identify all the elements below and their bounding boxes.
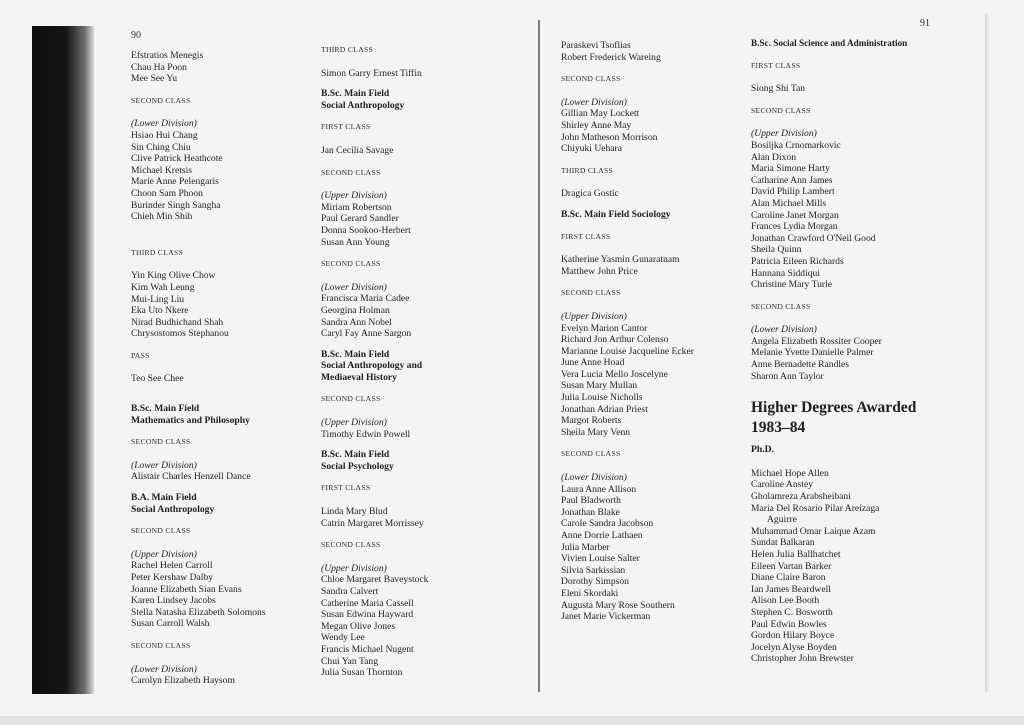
page-gutter bbox=[538, 20, 540, 692]
text-line: Anne Bernadette Randles bbox=[751, 359, 850, 371]
class-heading: THIRD CLASS bbox=[131, 247, 184, 257]
section-title bbox=[751, 398, 951, 438]
text-line: Paraskevi Tsoflias bbox=[561, 40, 631, 51]
text-line: Sundat Balkaran bbox=[751, 537, 815, 549]
name-list bbox=[751, 83, 951, 95]
name-list bbox=[321, 429, 511, 441]
name-list bbox=[131, 373, 311, 385]
text-line: Gordon Hilary Boyce bbox=[751, 630, 835, 642]
name-list bbox=[751, 140, 951, 291]
text-line: Teo See Chee bbox=[131, 373, 184, 385]
class-heading: PASS bbox=[131, 350, 150, 360]
text-line: Augusta Mary Rose Southern bbox=[561, 599, 675, 611]
field-heading: B.Sc. Social Science and Administration bbox=[751, 38, 908, 48]
text-line: Efstratios Menegis bbox=[131, 50, 204, 61]
text-line: Carolyn Elizabeth Haysom bbox=[131, 675, 235, 687]
class-heading: SECOND CLASS bbox=[321, 167, 381, 177]
text-line: Paul Gerard Sandler bbox=[321, 213, 399, 225]
column-2 bbox=[321, 38, 511, 679]
text-line: Richard Jon Arthur Colenso bbox=[561, 334, 669, 346]
name-list bbox=[321, 68, 511, 80]
text-line: Caryl Fay Anne Sargon bbox=[321, 328, 412, 340]
class-heading: SECOND CLASS bbox=[131, 437, 191, 447]
text-line: Julia Louise Nicholls bbox=[561, 392, 643, 404]
text-line: Wendy Lee bbox=[321, 632, 365, 644]
text-line: Sin Ching Chiu bbox=[131, 141, 191, 153]
text-line: Sheila Mary Venn bbox=[561, 426, 631, 438]
text-line: Janet Marie Vickerman bbox=[561, 611, 651, 623]
text-line: Donna Sookoo-Herbert bbox=[321, 224, 411, 236]
text-line: Sharon Ann Taylor bbox=[751, 370, 824, 382]
class-heading: THIRD CLASS bbox=[321, 45, 374, 54]
name-list bbox=[561, 323, 741, 439]
text-line: Caroline Janet Morgan bbox=[751, 209, 839, 221]
text-line: Julia Susan Thornton bbox=[321, 667, 403, 679]
text-line: Simon Garry Ernest Tiffin bbox=[321, 67, 422, 79]
division-label: (Lower Division) bbox=[751, 324, 817, 336]
name-list bbox=[321, 145, 511, 157]
class-heading: SECOND CLASS bbox=[561, 74, 621, 84]
text-line: Megan Olive Jones bbox=[321, 620, 396, 632]
text-line: B.Sc. Main Field bbox=[321, 348, 390, 360]
text-line: Sandra Ann Nobel bbox=[321, 316, 392, 328]
text-line: B.Sc. Main Field bbox=[131, 403, 200, 415]
text-line: B.A. Main Field bbox=[131, 492, 197, 504]
text-line: Laura Anne Allison bbox=[561, 483, 637, 495]
class-heading: SECOND CLASS bbox=[751, 105, 811, 115]
text-line: Mediaeval History bbox=[321, 371, 397, 383]
field-heading bbox=[131, 492, 311, 515]
class-heading: SECOND CLASS bbox=[131, 95, 191, 105]
class-heading: FIRST CLASS bbox=[321, 483, 371, 493]
text-line: Paul Edwin Bowles bbox=[751, 618, 827, 630]
text-line: Nirad Budhichand Shah bbox=[131, 316, 224, 328]
text-line: Catherine Maria Cassell bbox=[321, 597, 414, 609]
division-label: (Upper Division) bbox=[751, 128, 817, 140]
text-line: Michael Kretsis bbox=[131, 164, 193, 176]
text-line: Frances Lydia Morgan bbox=[751, 221, 838, 233]
name-list bbox=[561, 40, 741, 63]
text-line: Evelyn Marion Cantor bbox=[561, 322, 648, 334]
name-list bbox=[561, 108, 741, 154]
text-line: Alan Dixon bbox=[751, 151, 797, 163]
text-line: Dragica Gostic bbox=[561, 188, 619, 200]
text-line: 1983–84 bbox=[751, 419, 806, 437]
text-line: Alan Michael Mills bbox=[751, 197, 827, 209]
name-list bbox=[131, 471, 311, 483]
text-line: Social Anthropology bbox=[131, 503, 215, 515]
name-list bbox=[321, 293, 511, 339]
text-line: Carole Sandra Jacobson bbox=[561, 518, 654, 530]
text-line: Ian James Beardwell bbox=[751, 583, 831, 595]
class-heading: FIRST CLASS bbox=[321, 122, 371, 132]
text-line: B.Sc. Main Field bbox=[321, 88, 390, 100]
text-line: B.Sc. Main Field bbox=[321, 449, 390, 461]
name-list bbox=[561, 188, 741, 200]
left-page-number: 90 bbox=[131, 30, 141, 41]
page-edge bbox=[985, 14, 989, 692]
text-line: Margot Roberts bbox=[561, 415, 622, 427]
division-label: (Lower Division) bbox=[131, 663, 197, 675]
text-line: Susan Ann Young bbox=[321, 236, 390, 248]
text-line: Social Anthropology bbox=[321, 99, 405, 111]
right-page-number: 91 bbox=[920, 18, 930, 29]
text-line: Karen Lindsey Jacobs bbox=[131, 595, 216, 607]
class-heading: SECOND CLASS bbox=[561, 288, 621, 298]
text-line: Robert Frederick Wareing bbox=[561, 51, 661, 63]
text-line: Helen Julia Ballhatchet bbox=[751, 549, 841, 560]
text-line: Anne Dorrie Lathaen bbox=[561, 530, 643, 541]
name-list bbox=[751, 468, 951, 665]
class-heading: SECOND CLASS bbox=[561, 449, 621, 459]
text-line: Choon Sam Phoon bbox=[131, 187, 203, 199]
text-line: Eleni Skordaki bbox=[561, 587, 619, 599]
class-heading: SECOND CLASS bbox=[321, 259, 381, 269]
text-line: Catharine Ann James bbox=[751, 174, 833, 186]
field-heading bbox=[321, 349, 511, 384]
text-line: Hsiao Hui Chang bbox=[131, 129, 198, 141]
text-line: Dorothy Simpson bbox=[561, 576, 629, 588]
text-line: John Matheson Morrison bbox=[561, 131, 658, 143]
text-line: Timothy Edwin Powell bbox=[321, 428, 411, 440]
text-line: Kim Wah Leung bbox=[131, 281, 195, 293]
text-line: Hannana Siddiqui bbox=[751, 267, 821, 279]
text-line: Gillian May Lockett bbox=[561, 108, 640, 120]
class-heading: THIRD CLASS bbox=[561, 165, 614, 175]
name-list bbox=[561, 254, 741, 277]
division-label: (Lower Division) bbox=[561, 96, 627, 108]
text-line: Chiyuki Uehara bbox=[561, 143, 623, 155]
division-label: (Lower Division) bbox=[321, 281, 387, 293]
text-line: Maria Del Rosario Pilar Areizaga bbox=[751, 502, 880, 514]
class-heading: SECOND CLASS bbox=[751, 301, 811, 311]
text-line: Sheila Quinn bbox=[751, 244, 802, 256]
text-line: June Anne Hoad bbox=[561, 357, 625, 369]
division-label: (Upper Division) bbox=[131, 548, 197, 560]
text-line: Katherine Yasmin Gunaratnam bbox=[561, 254, 680, 266]
text-line: Siong Shi Tan bbox=[751, 83, 806, 95]
book-spine-shadow bbox=[32, 26, 94, 694]
text-line: Social Psychology bbox=[321, 460, 394, 472]
name-list bbox=[131, 270, 311, 340]
text-line: Catrin Margaret Morrissey bbox=[321, 517, 424, 529]
text-line: Matthew John Price bbox=[561, 265, 638, 277]
text-line: Linda Mary Blud bbox=[321, 506, 388, 518]
text-line: Chui Yan Tang bbox=[321, 655, 378, 667]
text-line: David Philip Lambert bbox=[751, 186, 835, 198]
name-list bbox=[321, 506, 511, 529]
text-line: Maria Simone Harty bbox=[751, 163, 830, 175]
text-line: Susan Carroll Walsh bbox=[131, 618, 210, 630]
text-line: Miriam Robertson bbox=[321, 201, 392, 213]
text-line: Marianne Louise Jacqueline Ecker bbox=[561, 345, 694, 357]
text-line: Yin King Olive Chow bbox=[131, 270, 216, 282]
text-line: Mathematics and Philosophy bbox=[131, 414, 250, 426]
division-label: (Lower Division) bbox=[131, 459, 197, 471]
text-line: Chieh Min Shih bbox=[131, 211, 193, 223]
text-line: Julia Marber bbox=[561, 541, 610, 553]
text-line: B.Sc. Main Field Sociology bbox=[561, 208, 671, 220]
text-line: Bosiljka Crnomarkovic bbox=[751, 139, 841, 151]
column-3 bbox=[561, 40, 741, 623]
name-list bbox=[131, 560, 311, 630]
text-line: Stella Natasha Elizabeth Solomons bbox=[131, 606, 266, 618]
text-line: Mee See Yu bbox=[131, 73, 178, 85]
class-heading: SECOND CLASS bbox=[321, 394, 381, 404]
text-line: Christopher John Brewster bbox=[751, 653, 854, 665]
class-heading: SECOND CLASS bbox=[131, 640, 191, 650]
name-list bbox=[321, 202, 511, 248]
text-line: Sandra Calvert bbox=[321, 586, 379, 597]
division-label: (Upper Division) bbox=[321, 190, 387, 202]
text-line: Burinder Singh Sangha bbox=[131, 199, 221, 211]
text-line: Eka Uto Nkere bbox=[131, 305, 189, 317]
text-line: Francisca Maria Cadee bbox=[321, 293, 410, 305]
class-heading: FIRST CLASS bbox=[751, 60, 801, 70]
text-line: Georgina Holman bbox=[321, 304, 390, 316]
class-heading: SECOND CLASS bbox=[321, 540, 381, 550]
text-line: Rachel Helen Carroll bbox=[131, 560, 213, 572]
text-line: Alison Lee Booth bbox=[751, 595, 820, 607]
field-heading bbox=[321, 88, 511, 111]
name-list bbox=[131, 50, 311, 85]
field-heading bbox=[321, 449, 511, 472]
text-line: Jonathan Blake bbox=[561, 506, 620, 518]
text-line: Peter Kershaw Dalby bbox=[131, 572, 214, 583]
text-line: Diane Claire Baron bbox=[751, 572, 826, 584]
degree-heading: Ph.D. bbox=[751, 444, 774, 456]
name-list bbox=[131, 130, 311, 223]
text-line: Marie Anne Pelengaris bbox=[131, 176, 219, 188]
text-line: Social Anthropology and bbox=[321, 360, 423, 372]
division-label: (Upper Division) bbox=[321, 562, 387, 574]
text-line: Alistair Charles Henzell Dance bbox=[131, 471, 251, 483]
text-line: Vivien Louise Salter bbox=[561, 553, 640, 565]
text-line: Muhammad Omar Laique Azam bbox=[751, 525, 876, 537]
text-line: Susan Mary Mullan bbox=[561, 380, 638, 392]
text-line: Chloe Margaret Baveystock bbox=[321, 574, 429, 586]
text-line: Stephen C. Bosworth bbox=[751, 606, 833, 618]
text-line: Silvia Sarkissian bbox=[561, 564, 626, 576]
name-list bbox=[321, 574, 511, 678]
division-label: (Lower Division) bbox=[131, 118, 197, 130]
text-line: Gholamreza Arabsheibani bbox=[751, 491, 851, 503]
column-4 bbox=[751, 38, 951, 665]
field-heading bbox=[561, 209, 741, 221]
text-line: Jocelyn Alyse Boyden bbox=[751, 641, 837, 653]
name-list bbox=[751, 336, 951, 382]
class-heading: FIRST CLASS bbox=[561, 231, 611, 241]
text-line: Angela Elizabeth Rossiter Cooper bbox=[751, 335, 882, 347]
division-label: (Upper Division) bbox=[561, 310, 627, 322]
text-line: Shirley Anne May bbox=[561, 119, 632, 131]
text-line: Chrysostomos Stephanou bbox=[131, 328, 229, 340]
text-line: Christine Mary Turle bbox=[751, 279, 833, 291]
text-line: Paul Bladworth bbox=[561, 495, 621, 507]
division-label: (Upper Division) bbox=[321, 417, 387, 429]
text-line: Higher Degrees Awarded bbox=[751, 399, 917, 417]
text-line: Joanne Elizabeth Sian Evans bbox=[131, 583, 242, 595]
name-list bbox=[561, 484, 741, 623]
scan-bottom-edge bbox=[0, 716, 1024, 725]
division-label: (Lower Division) bbox=[561, 472, 627, 484]
text-line: Mui-Ling Liu bbox=[131, 293, 185, 305]
text-line: Patricia Eileen Richards bbox=[751, 255, 844, 267]
text-line: Susan Edwina Hayward bbox=[321, 609, 414, 621]
field-heading bbox=[131, 403, 311, 426]
text-line: Caroline Anstey bbox=[751, 479, 814, 491]
text-line: Melanie Yvette Danielle Palmer bbox=[751, 347, 874, 359]
class-heading: SECOND CLASS bbox=[131, 526, 191, 536]
text-line: Chau Ha Poon bbox=[131, 61, 187, 73]
text-line: Francis Michael Nugent bbox=[321, 643, 414, 655]
text-line: Aguirre bbox=[767, 514, 797, 526]
text-line: Jan Cecilia Savage bbox=[321, 144, 394, 156]
text-line: Michael Hope Allen bbox=[751, 467, 829, 479]
text-line: Eileen Vartan Barker bbox=[751, 560, 832, 572]
text-line: Vera Lucia Mello Joscelyne bbox=[561, 368, 668, 380]
text-line: Clive Patrick Heathcote bbox=[131, 153, 223, 165]
column-1 bbox=[131, 50, 311, 687]
text-line: Jonathan Crawford O'Neil Good bbox=[751, 232, 876, 244]
name-list bbox=[131, 675, 311, 687]
text-line: Jonathan Adrian Priest bbox=[561, 403, 648, 415]
